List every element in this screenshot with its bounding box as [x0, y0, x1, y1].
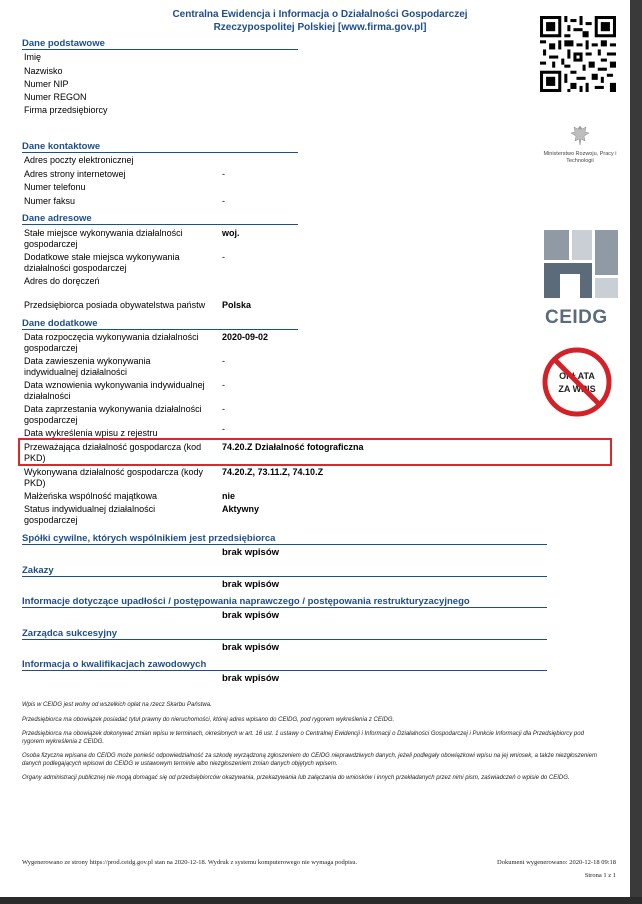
value-przewazajaca-pkd: 74.20.Z Działalność fotograficzna [222, 442, 364, 452]
label-data-wykreslenia: Data wykreślenia wpisu z rejestru [24, 428, 158, 438]
note-paragraph: Wpis w CEIDG jest wolny od wszelkich opłat na rzecz Skarbu Państwa. [22, 702, 212, 708]
section-divider [22, 224, 298, 225]
section-spolki-cywilne: Spółki cywilne, których wspólnikiem jest przedsiębiorca [22, 533, 276, 544]
eagle-emblem-icon [569, 124, 591, 148]
note-paragraph: Przedsiębiorca ma obowiązek posiadać tytuł prawny do nieruchomości, której adres wpisano do CEIDG, pod rygorem wykreślenia z CEIDG. [22, 716, 395, 723]
svg-text:ZA WPIS: ZA WPIS [558, 384, 596, 394]
label-firma: Firma przedsiębiorcy [24, 105, 108, 115]
section-divider [22, 639, 547, 640]
value-stale-miejsce: woj. [222, 228, 240, 238]
label-www: Adres strony internetowej [24, 169, 126, 179]
section-divider [22, 544, 547, 545]
section-divider [22, 576, 547, 577]
qr-code-icon [540, 16, 616, 92]
value-brak-wpisow: brak wpisów [222, 579, 280, 590]
section-zakazy: Zakazy [22, 565, 54, 576]
label-status: Status indywidualnej działalności gospodarczej [24, 504, 156, 525]
label-nazwisko: Nazwisko [24, 66, 63, 76]
ceidg-logo-text: CEIDG [545, 307, 608, 328]
note-paragraph: Osoba fizyczna wpisana do CEIDG może ponieść odpowiedzialność za szkodę wyrządzoną zgłoszeniem do CEIDG nieprawdziwych danych, jeżeli podlegały obowiązkowi wpisu na jej wniosek, a także niezgłoszeniem danych podlegających wpisowi do CEIDG w ustawowym terminie albo niezgłoszeniem zmian danych objętych wpisem. [22, 753, 597, 767]
highlight-box [18, 438, 612, 466]
value-faks: - [222, 196, 225, 206]
label-nip: Numer NIP [24, 79, 69, 89]
header-line-2: Rzeczypospolitej Polskiej [www.firma.gov.pl] [213, 22, 427, 33]
value-brak-wpisow: brak wpisów [222, 610, 280, 621]
label-data-zaprzestania: Data zaprzestania wykonywania działalności gospodarczej [24, 404, 202, 425]
section-dane-podstawowe: Dane podstawowe [22, 38, 105, 49]
label-adres-doreczen: Adres do doręczeń [24, 276, 100, 286]
label-email: Adres poczty elektronicznej [24, 155, 134, 165]
window-frame-bottom [0, 897, 642, 904]
ministry-logo [541, 124, 619, 165]
value-data-rozpoczecia: 2020-09-02 [222, 332, 269, 342]
value-status: Aktywny [222, 504, 260, 514]
label-telefon: Numer telefonu [24, 182, 86, 192]
value-brak-wpisow: brak wpisów [222, 642, 280, 653]
label-data-wznowienia: Data wznowienia wykonywania indywidualnej działalności [24, 380, 205, 401]
value-www: - [222, 169, 225, 179]
section-upadlosc: Informacje dotyczące upadłości / postępowania naprawczego / postępowania restrukturyzacyjnego [22, 596, 470, 607]
label-malzenska-wspolnosc: Małżeńska wspólność majątkowa [24, 491, 158, 501]
section-divider [22, 670, 547, 671]
section-divider [22, 607, 547, 608]
window-frame-right [630, 0, 642, 904]
section-divider [22, 329, 298, 330]
section-divider [22, 152, 298, 153]
value-brak-wpisow: brak wpisów [222, 547, 280, 558]
no-fee-stamp-icon [541, 346, 613, 418]
value-data-zaprzestania: - [222, 404, 225, 414]
value-data-wykreslenia: - [222, 424, 225, 434]
section-dane-kontaktowe: Dane kontaktowe [22, 141, 101, 152]
note-paragraph: Przedsiębiorca ma obowiązek dokonywać zmian wpisu w terminach, określonych w art. 16 ust. 1 ustawy o Centralnej Ewidencji i Informacji o Działalności Gospodarczej i Punkcie Informacji dla Przedsiębiorcy pod rygorem wykreślenia z CEIDG. [22, 731, 584, 745]
section-divider [22, 49, 298, 50]
label-przewazajaca-pkd: Przeważająca działalność gospodarcza (kod PKD) [24, 442, 202, 463]
label-regon: Numer REGON [24, 92, 87, 102]
section-kwalifikacje: Informacja o kwalifikacjach zawodowych [22, 659, 207, 670]
footer-generated-date: Dokument wygenerowano: 2020-12-18 09:18 [497, 859, 616, 866]
value-dodatkowe-miejsca: - [222, 252, 225, 262]
value-malzenska-wspolnosc: nie [222, 491, 236, 501]
header-line-1: Centralna Ewidencja i Informacja o Działalności Gospodarczej [172, 9, 468, 20]
value-wykonywana-pkd: 74.20.Z, 73.11.Z, 74.10.Z [222, 467, 324, 477]
document-header [120, 8, 520, 34]
value-brak-wpisow: brak wpisów [222, 673, 280, 684]
label-imie: Imię [24, 52, 42, 62]
label-wykonywana-pkd: Wykonywana działalność gospodarcza (kody PKD) [24, 467, 204, 488]
label-faks: Numer faksu [24, 196, 76, 206]
value-obywatelstwo: Polska [222, 300, 252, 310]
label-stale-miejsce: Stałe miejsce wykonywania działalności gospodarczej [24, 228, 183, 249]
page-number: Strona 1 z 1 [584, 872, 616, 879]
label-dodatkowe-miejsca: Dodatkowe stałe miejsca wykonywania działalności gospodarczej [24, 252, 180, 273]
label-data-zawieszenia: Data zawieszenia wykonywania indywidualnej działalności [24, 356, 151, 377]
value-data-zawieszenia: - [222, 356, 225, 366]
section-dane-adresowe: Dane adresowe [22, 213, 92, 224]
legal-notes [22, 702, 602, 790]
note-paragraph: Organy administracji publicznej nie mogą domagać się od przedsiębiorców okazywania, przekazywania lub załączania do wniosków i innych przekładanych przez nimi pism, zaświadczeń o wpisie do CEIDG. [22, 775, 570, 781]
svg-text:OPŁATA: OPŁATA [559, 371, 595, 381]
section-dane-dodatkowe: Dane dodatkowe [22, 318, 98, 329]
value-data-wznowienia: - [222, 380, 225, 390]
ministry-name: Ministerstwo Rozwoju, Pracy i Technologii [543, 151, 617, 164]
footer-generated-source: Wygenerowano ze strony https://prod.ceidg.gov.pl stan na 2020-12-18. Wydruk z systemu komputerowego nie wymaga podpisu. [22, 859, 358, 866]
label-obywatelstwo: Przedsiębiorca posiada obywatelstwa państw [24, 300, 206, 310]
section-zarzadca-sukcesyjny: Zarządca sukcesyjny [22, 628, 118, 639]
label-data-rozpoczecia: Data rozpoczęcia wykonywania działalności gospodarczej [24, 332, 199, 353]
